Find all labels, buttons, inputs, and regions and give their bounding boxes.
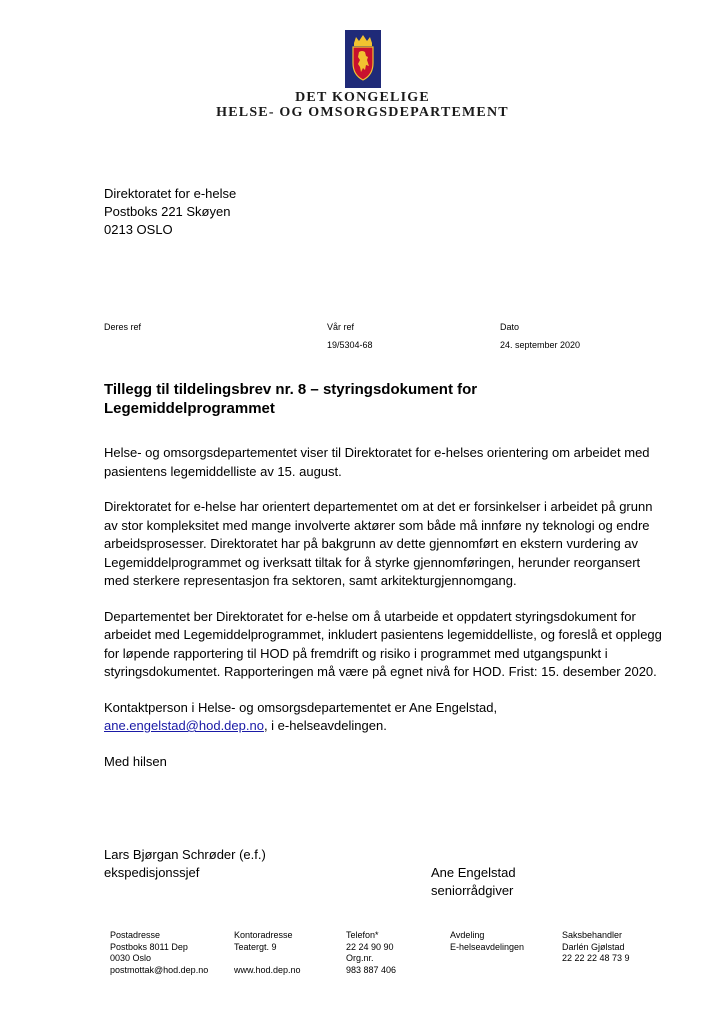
footer-label: Postadresse — [110, 930, 161, 940]
footer-value: www.hod.dep.no — [234, 964, 301, 975]
footer-label: Avdeling — [450, 930, 485, 940]
footer-kontoradresse — [234, 930, 301, 976]
department-name-line1: DET KONGELIGE — [295, 90, 430, 105]
signature-left — [104, 846, 266, 882]
paragraph: Departementet ber Direktoratet for e-helse om å utarbeide et oppdatert styringsdokument for arbeidet med Legemiddelprogrammet, inkludert pasientens legemiddelliste, og foreslå et opplegg for løpende rapportering til HOD på fremdrift og risiko i programmet med utgangspunkt i styringsdokumentet. Rapporteringen må være på egnet nivå for HOD. Frist: 15. desember 2020. — [104, 608, 662, 679]
footer-value: Postboks 8011 Dep — [110, 941, 188, 952]
contact-prefix: Kontaktperson i Helse- og omsorgsdepartementet er Ane Engelstad, — [104, 699, 498, 715]
paragraph: Direktoratet for e-helse har orientert departementet om at det er forsinkelser i arbeidet på grunn av stor kompleksitet med mange involverte aktører som både må innføre ny teknologi og endre arbeidsprosesser. Direktoratet har på bakgrunn av dette gjennomført en ekstern vurdering av Legemiddelprogrammet og iverksatt tiltak for å styrke gjennomføringen, herunder reorgansert med sterkere representasjon fra sektoren, samt arkitekturgjennomgang. — [104, 499, 653, 588]
footer-saksbehandler — [562, 930, 630, 965]
footer-value: E-helseavdelingen — [450, 941, 525, 952]
recipient-line: Postboks 221 Skøyen — [104, 204, 231, 219]
paragraph: Helse- og omsorgsdepartementet viser til Direktoratet for e-helses orientering om arbeidet med pasientens legemiddelliste av 15. august. — [104, 445, 650, 479]
closing: Med hilsen — [104, 753, 167, 769]
signer-title: seniorrådgiver — [431, 883, 514, 898]
letter-body — [104, 444, 664, 788]
deres-ref-label: Deres ref — [104, 322, 142, 332]
signature-right — [431, 864, 516, 900]
footer-value — [234, 953, 301, 965]
footer-value: Org.nr. — [346, 953, 374, 963]
footer-label: Kontoradresse — [234, 930, 293, 940]
signer-title: ekspedisjonssjef — [104, 865, 200, 880]
footer-value: Teatergt. 9 — [234, 941, 277, 952]
var-ref-value: 19/5304-68 — [327, 340, 373, 350]
footer-telefon — [346, 930, 396, 976]
contact-email-link[interactable]: ane.engelstad@hod.dep.no — [104, 718, 264, 733]
footer-avdeling — [450, 930, 524, 953]
recipient-line: Direktoratet for e-helse — [104, 186, 237, 201]
footer-value: Darlén Gjølstad — [562, 941, 625, 952]
var-ref — [327, 318, 373, 354]
department-name-line2: HELSE- OG OMSORGSDEPARTEMENT — [216, 105, 509, 120]
footer-value: postmottak@hod.dep.no — [110, 964, 209, 975]
deres-ref — [104, 318, 141, 336]
contact-paragraph — [104, 699, 664, 736]
footer-value: 983 887 406 — [346, 964, 397, 975]
footer-label: Telefon* — [346, 930, 379, 940]
letter-title: Tillegg til tildelingsbrev nr. 8 – styringsdokument for Legemiddelprogrammet — [104, 381, 478, 417]
contact-suffix: , i e-helseavdelingen. — [263, 718, 387, 733]
footer-label: Saksbehandler — [562, 930, 623, 940]
dato-value: 24. september 2020 — [500, 340, 581, 350]
letterhead — [0, 30, 725, 120]
norwegian-coat-of-arms-icon — [345, 30, 381, 88]
dato-label: Dato — [500, 322, 520, 332]
dato — [500, 318, 580, 354]
signer-name: Ane Engelstad — [431, 865, 516, 880]
footer-value: 22 24 90 90 — [346, 941, 394, 952]
var-ref-label: Vår ref — [327, 322, 355, 332]
recipient-address — [104, 185, 236, 239]
footer-value: 22 22 22 48 73 9 — [562, 953, 630, 963]
footer-postadresse — [110, 930, 208, 976]
footer-value: 0030 Oslo — [110, 953, 152, 963]
signer-name: Lars Bjørgan Schrøder (e.f.) — [104, 847, 266, 862]
recipient-line: 0213 OSLO — [104, 222, 173, 237]
